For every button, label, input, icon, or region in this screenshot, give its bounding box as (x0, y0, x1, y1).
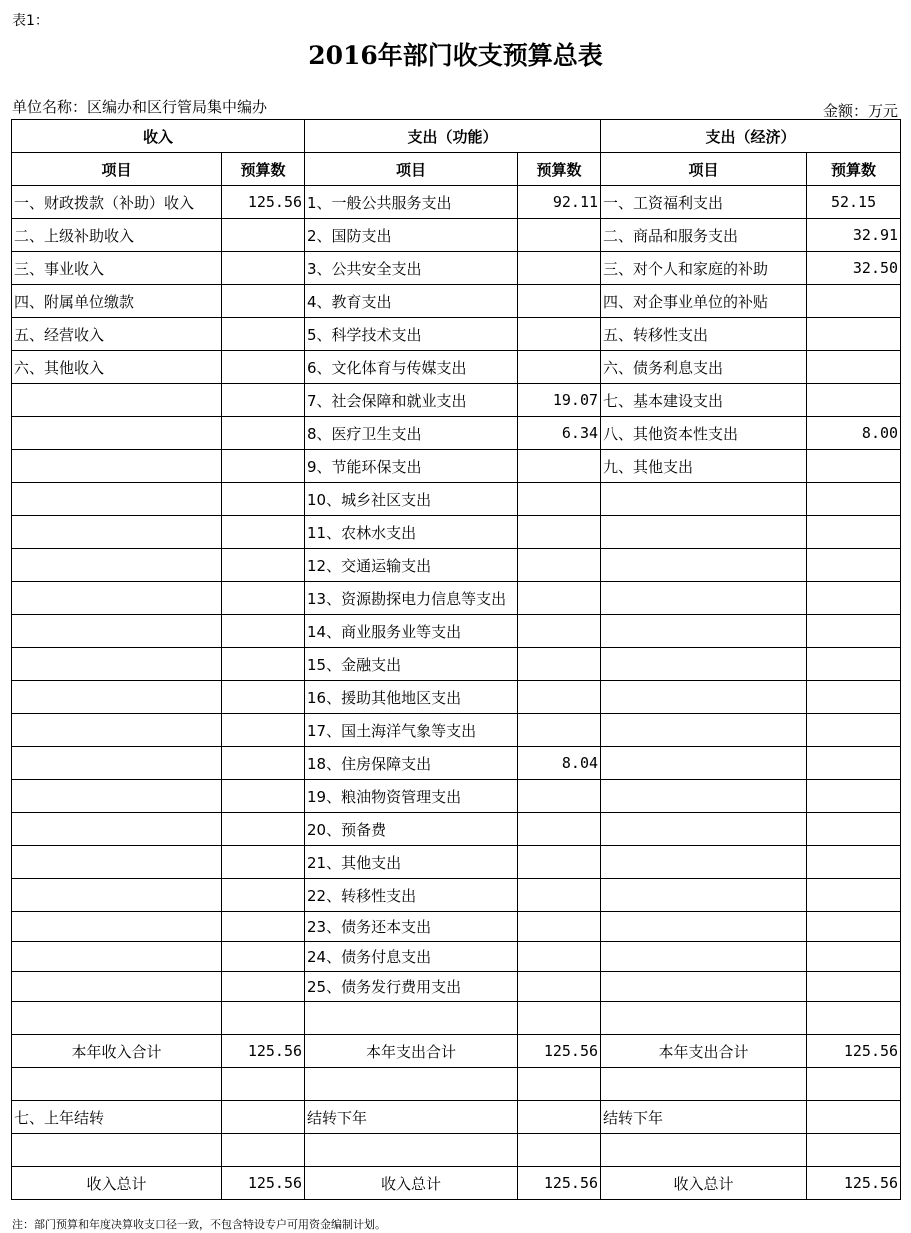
carryover-row-inc-label: 七、上年结转 (12, 1101, 222, 1134)
economic-amount (807, 912, 901, 942)
blank-row (12, 1134, 901, 1167)
economic-amount (807, 714, 901, 747)
economic-item (601, 516, 807, 549)
income-item: 四、附属单位缴款 (12, 285, 222, 318)
amount-unit: 金额：万元 (822, 102, 898, 120)
budget-table (11, 119, 901, 1200)
income-item: 二、上级补助收入 (12, 219, 222, 252)
economic-item: 五、转移性支出 (601, 318, 807, 351)
economic-amount: 52.15 (807, 186, 901, 219)
table-row (12, 285, 901, 318)
income-amount (222, 318, 305, 351)
table-row (12, 879, 901, 912)
income-item: 一、财政拨款（补助）收入 (12, 186, 222, 219)
function-amount (518, 714, 601, 747)
income-amount (222, 615, 305, 648)
income-amount (222, 582, 305, 615)
function-item: 25、债务发行费用支出 (305, 972, 518, 1002)
income-item (12, 912, 222, 942)
table-row (12, 747, 901, 780)
economic-amount (807, 681, 901, 714)
income-amount (222, 813, 305, 846)
function-item: 5、科学技术支出 (305, 318, 518, 351)
economic-amount (807, 942, 901, 972)
grand-total-row-fn-label: 收入总计 (305, 1167, 518, 1200)
blank-row-fn-amount (518, 1068, 601, 1101)
blank-row-fn-label (305, 1068, 518, 1101)
table-row (12, 318, 901, 351)
table-row (12, 972, 901, 1002)
income-item (12, 813, 222, 846)
function-item: 18、住房保障支出 (305, 747, 518, 780)
economic-amount (807, 615, 901, 648)
function-amount (518, 351, 601, 384)
economic-item (601, 483, 807, 516)
budget-header: 预算数 (222, 153, 305, 186)
expense-function-header: 支出（功能） (305, 120, 601, 153)
item-header: 项目 (601, 153, 807, 186)
income-amount (222, 351, 305, 384)
economic-item (601, 780, 807, 813)
economic-amount (807, 972, 901, 1002)
income-item (12, 1002, 222, 1035)
blank-row-inc-amount (222, 1134, 305, 1167)
function-amount (518, 648, 601, 681)
table-row (12, 384, 901, 417)
grand-total-row-inc-label: 收入总计 (12, 1167, 222, 1200)
function-amount: 19.07 (518, 384, 601, 417)
table-row (12, 582, 901, 615)
footnote: 注：部门预算和年度决算收支口径一致，不包含特设专户可用资金编制计划。 (12, 1218, 386, 1231)
income-item (12, 384, 222, 417)
subtotal-row (12, 1035, 901, 1068)
subtotal-row-ec-label: 本年支出合计 (601, 1035, 807, 1068)
function-amount (518, 549, 601, 582)
grand-total-row-fn-amount: 125.56 (518, 1167, 601, 1200)
grand-total-row (12, 1167, 901, 1200)
function-item: 7、社会保障和就业支出 (305, 384, 518, 417)
function-amount (518, 582, 601, 615)
income-item (12, 549, 222, 582)
economic-amount (807, 582, 901, 615)
table-row (12, 780, 901, 813)
function-amount (518, 516, 601, 549)
income-item (12, 615, 222, 648)
grand-total-row-ec-label: 收入总计 (601, 1167, 807, 1200)
function-amount: 92.11 (518, 186, 601, 219)
income-amount (222, 846, 305, 879)
item-header: 项目 (305, 153, 518, 186)
budget-header: 预算数 (518, 153, 601, 186)
function-amount (518, 318, 601, 351)
economic-amount (807, 318, 901, 351)
income-amount (222, 417, 305, 450)
table-row (12, 681, 901, 714)
economic-amount (807, 813, 901, 846)
income-amount (222, 780, 305, 813)
table-row (12, 549, 901, 582)
economic-item: 四、对企事业单位的补贴 (601, 285, 807, 318)
function-amount (518, 972, 601, 1002)
table-row (12, 483, 901, 516)
table-row (12, 912, 901, 942)
table-label: 表1： (12, 13, 49, 29)
income-header: 收入 (12, 120, 305, 153)
function-item: 13、资源勘探电力信息等支出 (305, 582, 518, 615)
income-amount (222, 714, 305, 747)
economic-amount (807, 747, 901, 780)
income-item: 五、经营收入 (12, 318, 222, 351)
economic-amount (807, 846, 901, 879)
economic-item: 二、商品和服务支出 (601, 219, 807, 252)
function-item: 14、商业服务业等支出 (305, 615, 518, 648)
function-item: 19、粮油物资管理支出 (305, 780, 518, 813)
function-item: 1、一般公共服务支出 (305, 186, 518, 219)
economic-item (601, 813, 807, 846)
table-row (12, 450, 901, 483)
income-amount (222, 648, 305, 681)
economic-amount (807, 516, 901, 549)
blank-row-inc-label (12, 1068, 222, 1101)
economic-amount (807, 780, 901, 813)
income-amount (222, 384, 305, 417)
function-item: 10、城乡社区支出 (305, 483, 518, 516)
economic-item (601, 549, 807, 582)
function-item: 17、国土海洋气象等支出 (305, 714, 518, 747)
income-item (12, 516, 222, 549)
income-amount (222, 972, 305, 1002)
function-item: 15、金融支出 (305, 648, 518, 681)
blank-row-fn-label (305, 1134, 518, 1167)
income-amount (222, 942, 305, 972)
carryover-row (12, 1101, 901, 1134)
subtotal-row-inc-amount: 125.56 (222, 1035, 305, 1068)
function-amount (518, 813, 601, 846)
grand-total-row-inc-amount: 125.56 (222, 1167, 305, 1200)
income-item (12, 483, 222, 516)
function-amount (518, 681, 601, 714)
function-amount (518, 780, 601, 813)
subtotal-row-fn-amount: 125.56 (518, 1035, 601, 1068)
section-header-row (12, 120, 901, 153)
income-amount (222, 747, 305, 780)
page-title: 2016年部门收支预算总表 (308, 41, 603, 70)
function-amount (518, 942, 601, 972)
table-row (12, 1002, 901, 1035)
blank-row-inc-label (12, 1134, 222, 1167)
table-row (12, 516, 901, 549)
economic-amount: 8.00 (807, 417, 901, 450)
carryover-row-inc-amount (222, 1101, 305, 1134)
income-amount (222, 549, 305, 582)
function-item: 21、其他支出 (305, 846, 518, 879)
income-amount (222, 252, 305, 285)
carryover-row-ec-amount (807, 1101, 901, 1134)
income-item (12, 714, 222, 747)
income-item (12, 450, 222, 483)
economic-item (601, 714, 807, 747)
function-amount: 6.34 (518, 417, 601, 450)
income-item (12, 582, 222, 615)
economic-item: 八、其他资本性支出 (601, 417, 807, 450)
function-item (305, 1002, 518, 1035)
function-amount (518, 450, 601, 483)
blank-row-ec-amount (807, 1068, 901, 1101)
function-amount (518, 219, 601, 252)
blank-row-fn-amount (518, 1134, 601, 1167)
income-amount (222, 285, 305, 318)
economic-amount (807, 285, 901, 318)
income-item (12, 846, 222, 879)
economic-item (601, 846, 807, 879)
budget-header: 预算数 (807, 153, 901, 186)
function-amount (518, 912, 601, 942)
income-item (12, 942, 222, 972)
subtotal-row-fn-label: 本年支出合计 (305, 1035, 518, 1068)
carryover-row-fn-label: 结转下年 (305, 1101, 518, 1134)
function-amount: 8.04 (518, 747, 601, 780)
table-row (12, 813, 901, 846)
economic-item (601, 648, 807, 681)
income-amount (222, 483, 305, 516)
income-item: 三、事业收入 (12, 252, 222, 285)
table-row (12, 219, 901, 252)
economic-amount (807, 483, 901, 516)
economic-item (601, 912, 807, 942)
income-item (12, 648, 222, 681)
function-amount (518, 1002, 601, 1035)
unit-name: 单位名称：区编办和区行管局集中编办 (12, 98, 268, 116)
carryover-row-ec-label: 结转下年 (601, 1101, 807, 1134)
function-item: 12、交通运输支出 (305, 549, 518, 582)
function-item: 4、教育支出 (305, 285, 518, 318)
economic-item (601, 615, 807, 648)
economic-item: 七、基本建设支出 (601, 384, 807, 417)
subtotal-row-ec-amount: 125.56 (807, 1035, 901, 1068)
economic-item (601, 747, 807, 780)
grand-total-row-ec-amount: 125.56 (807, 1167, 901, 1200)
income-amount (222, 1002, 305, 1035)
blank-row-inc-amount (222, 1068, 305, 1101)
income-item (12, 417, 222, 450)
table-row (12, 615, 901, 648)
economic-item (601, 681, 807, 714)
table-row (12, 351, 901, 384)
economic-item (601, 942, 807, 972)
income-amount (222, 450, 305, 483)
income-item (12, 879, 222, 912)
economic-amount (807, 549, 901, 582)
carryover-row-fn-amount (518, 1101, 601, 1134)
income-item (12, 747, 222, 780)
function-item: 22、转移性支出 (305, 879, 518, 912)
blank-row (12, 1068, 901, 1101)
income-amount (222, 516, 305, 549)
economic-item: 六、债务利息支出 (601, 351, 807, 384)
economic-item (601, 1002, 807, 1035)
function-item: 3、公共安全支出 (305, 252, 518, 285)
blank-row-ec-label (601, 1134, 807, 1167)
column-header-row (12, 153, 901, 186)
table-row (12, 846, 901, 879)
income-item (12, 681, 222, 714)
economic-amount (807, 1002, 901, 1035)
economic-item (601, 972, 807, 1002)
expense-economic-header: 支出（经济） (601, 120, 901, 153)
function-item: 16、援助其他地区支出 (305, 681, 518, 714)
function-amount (518, 483, 601, 516)
table-row (12, 417, 901, 450)
table-row (12, 714, 901, 747)
function-item: 9、节能环保支出 (305, 450, 518, 483)
function-amount (518, 846, 601, 879)
table-row (12, 186, 901, 219)
economic-item: 三、对个人和家庭的补助 (601, 252, 807, 285)
blank-row-ec-amount (807, 1134, 901, 1167)
economic-amount: 32.91 (807, 219, 901, 252)
income-amount (222, 879, 305, 912)
income-item: 六、其他收入 (12, 351, 222, 384)
function-item: 8、医疗卫生支出 (305, 417, 518, 450)
economic-item: 一、工资福利支出 (601, 186, 807, 219)
table-row (12, 648, 901, 681)
table-row (12, 942, 901, 972)
economic-item (601, 582, 807, 615)
function-item: 24、债务付息支出 (305, 942, 518, 972)
income-item (12, 780, 222, 813)
table-row (12, 252, 901, 285)
function-item: 23、债务还本支出 (305, 912, 518, 942)
function-item: 20、预备费 (305, 813, 518, 846)
economic-item (601, 879, 807, 912)
function-amount (518, 879, 601, 912)
economic-item: 九、其他支出 (601, 450, 807, 483)
function-item: 2、国防支出 (305, 219, 518, 252)
function-amount (518, 252, 601, 285)
economic-amount (807, 648, 901, 681)
function-amount (518, 285, 601, 318)
blank-row-ec-label (601, 1068, 807, 1101)
function-amount (518, 615, 601, 648)
economic-amount (807, 879, 901, 912)
function-item: 11、农林水支出 (305, 516, 518, 549)
function-item: 6、文化体育与传媒支出 (305, 351, 518, 384)
income-amount (222, 681, 305, 714)
subtotal-row-inc-label: 本年收入合计 (12, 1035, 222, 1068)
income-amount (222, 912, 305, 942)
income-amount: 125.56 (222, 186, 305, 219)
economic-amount (807, 450, 901, 483)
item-header: 项目 (12, 153, 222, 186)
economic-amount: 32.50 (807, 252, 901, 285)
income-amount (222, 219, 305, 252)
economic-amount (807, 351, 901, 384)
economic-amount (807, 384, 901, 417)
income-item (12, 972, 222, 1002)
